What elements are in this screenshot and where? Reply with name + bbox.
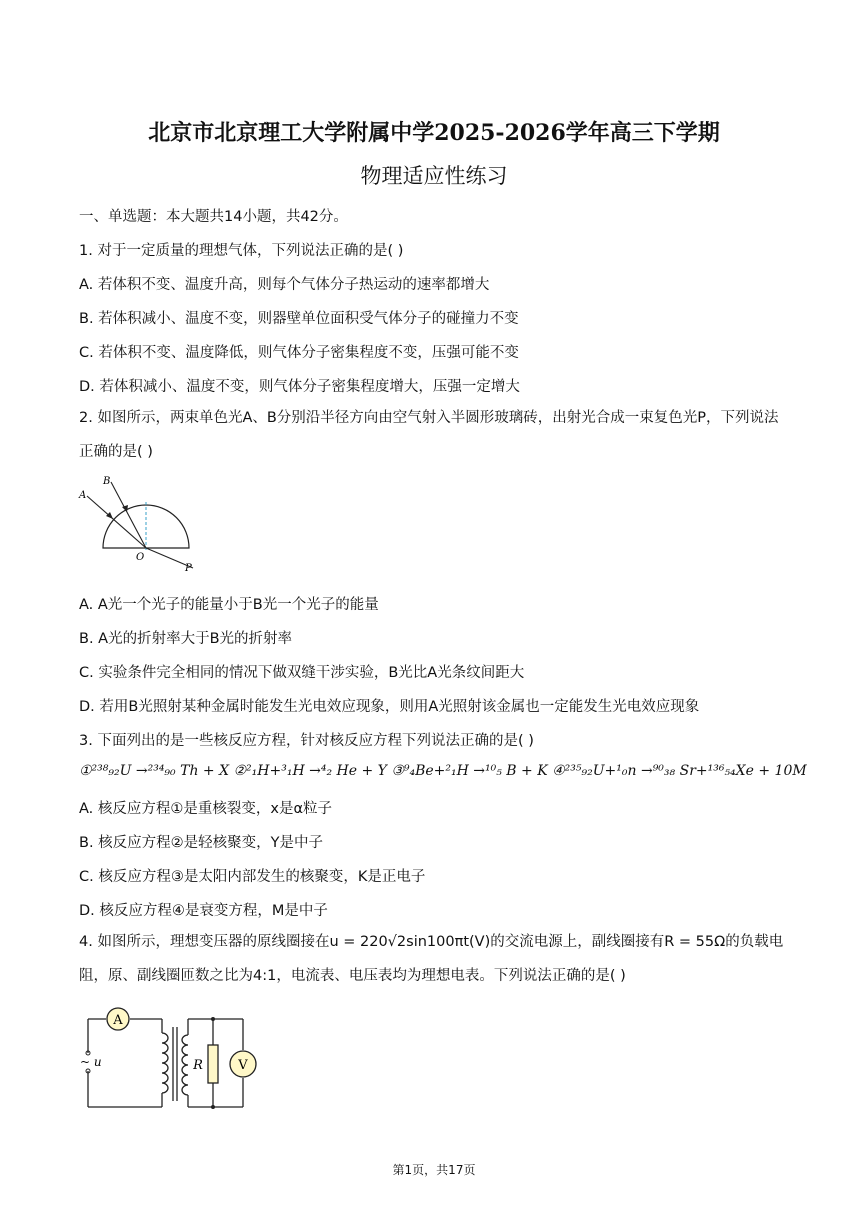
label-b: B bbox=[103, 476, 111, 487]
page-title: 北京市北京理工大学附属中学2025-2026学年高三下学期 bbox=[148, 120, 720, 146]
q3-option-c: C. 核反应方程③是太阳内部发生的核聚变，K是正电子 bbox=[79, 869, 426, 885]
q2-semicircle-figure bbox=[75, 472, 205, 572]
q3-option-d: D. 核反应方程④是衰变方程，M是中子 bbox=[79, 903, 328, 919]
resistor-label: R bbox=[193, 1058, 203, 1073]
q2-option-d: D. 若用B光照射某种金属时能发生光电效应现象，则用A光照射该金属也一定能发生光电效应现象 bbox=[79, 699, 700, 715]
q1-option-b: B. 若体积减小、温度不变，则器壁单位面积受气体分子的碰撞力不变 bbox=[79, 311, 519, 327]
label-a: A bbox=[79, 490, 87, 501]
q2-option-c: C. 实验条件完全相同的情况下做双缝干涉实验，B光比A光条纹间距大 bbox=[79, 665, 525, 681]
q1-option-c: C. 若体积不变、温度降低，则气体分子密集程度不变，压强可能不变 bbox=[79, 345, 519, 361]
q3-option-a: A. 核反应方程①是重核裂变，x是α粒子 bbox=[79, 801, 333, 817]
resistor-icon bbox=[208, 1045, 218, 1083]
source-label: ~ u bbox=[80, 1055, 102, 1069]
q1-option-d: D. 若体积减小、温度不变，则气体分子密集程度增大，压强一定增大 bbox=[79, 379, 520, 395]
q4-transformer-figure bbox=[78, 1005, 278, 1115]
q2-stem: 2. 如图所示，两束单色光A、B分别沿半径方向由空气射入半圆形玻璃砖，出射光合成一束复色光P，下列说法正确的是( ) bbox=[79, 410, 779, 460]
q2-option-b: B. A光的折射率大于B光的折射率 bbox=[79, 631, 293, 647]
q3-option-b: B. 核反应方程②是轻核聚变，Y是中子 bbox=[79, 835, 324, 851]
section-heading: 一、单选题：本大题共14小题，共42分。 bbox=[79, 209, 348, 225]
label-p: P bbox=[185, 563, 192, 572]
voltmeter-label: V bbox=[238, 1058, 248, 1073]
page-footer: 第1页，共17页 bbox=[392, 1163, 476, 1177]
q2-option-a: A. A光一个光子的能量小于B光一个光子的能量 bbox=[79, 597, 379, 613]
q1-option-a: A. 若体积不变、温度升高，则每个气体分子热运动的速率都增大 bbox=[79, 277, 490, 293]
q3-stem: 3. 下面列出的是一些核反应方程，针对核反应方程下列说法正确的是( ) bbox=[79, 733, 534, 749]
q3-equations: ①²³⁸₉₂U →²³⁴₉₀ Th + X ②²₁H+³₁H →⁴₂ He + Y ③⁹₄Be+²₁H →¹⁰₅ B + K ④²³⁵₉₂U+¹₀n →⁹⁰₃₈ Sr+¹³⁶₅₄Xe + 10M bbox=[79, 763, 807, 779]
q1-stem: 1. 对于一定质量的理想气体，下列说法正确的是( ) bbox=[79, 243, 404, 259]
label-o: O bbox=[136, 552, 145, 563]
page-subtitle: 物理适应性练习 bbox=[360, 164, 508, 188]
q4-stem: 4. 如图所示，理想变压器的原线圈接在u = 220√2sin100πt(V)的交流电源上，副线圈接有R = 55Ω的负载电阻，原、副线圈匝数之比为4:1，电流表、电压表均为理想电表。下列说法正确的是( ) bbox=[79, 934, 784, 984]
ammeter-label: A bbox=[113, 1013, 123, 1028]
